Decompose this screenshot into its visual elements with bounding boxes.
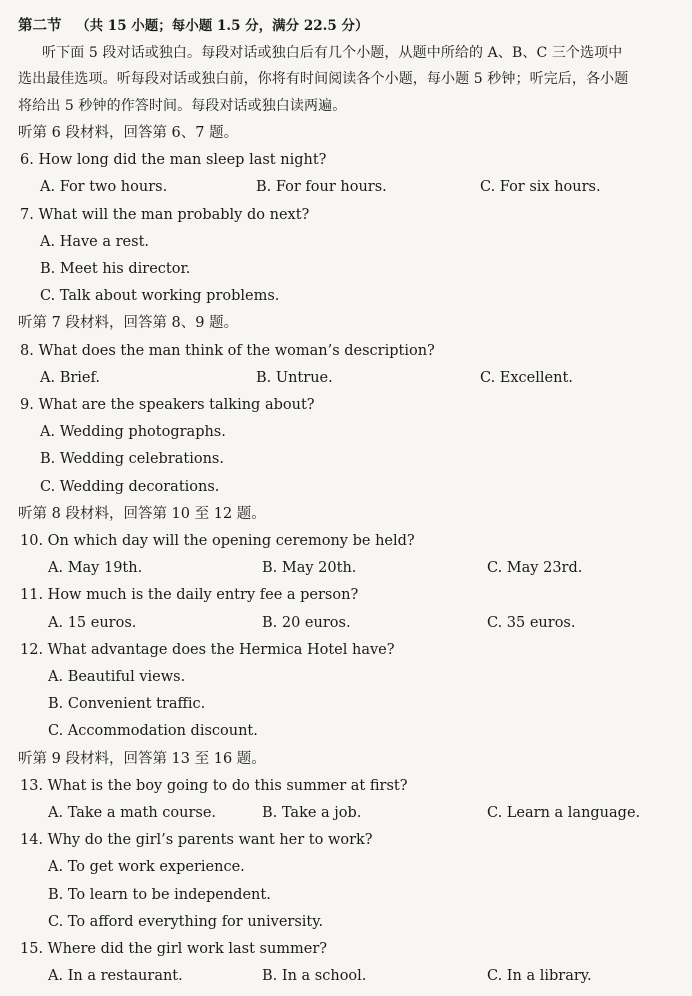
answer-option: B. Convenient traffic. <box>48 696 206 712</box>
answer-option: C. To afford everything for university. <box>48 914 324 930</box>
instruction-line: 将给出 5 秒钟的作答时间。每段对话或独白读两遍。 <box>18 98 347 114</box>
section-title: 第二节 <box>18 17 62 34</box>
answer-option: B. 20 euros. <box>262 615 351 631</box>
answer-option: B. May 20th. <box>262 560 357 576</box>
answer-option: C. 35 euros. <box>487 615 576 631</box>
group-header: 听第 8 段材料，回答第 10 至 12 题。 <box>18 506 266 522</box>
answer-option: B. In a school. <box>262 968 367 984</box>
question-stem: 13. What is the boy going to do this summer at first? <box>20 778 408 794</box>
answer-option: C. In a library. <box>487 968 592 984</box>
answer-option: A. May 19th. <box>48 560 143 576</box>
instruction-line: 选出最佳选项。听每段对话或独白前，你将有时间阅读各个小题，每小题 5 秒钟；听完后，各小题 <box>18 71 629 87</box>
section-note: （共 15 小题；每小题 1.5 分，满分 22.5 分） <box>76 18 369 34</box>
answer-option: A. 15 euros. <box>48 615 137 631</box>
answer-option: B. Wedding celebrations. <box>40 451 224 467</box>
question-stem: 9. What are the speakers talking about? <box>20 397 315 413</box>
question-stem: 6. How long did the man sleep last night? <box>20 152 327 168</box>
answer-option: A. Beautiful views. <box>48 669 186 685</box>
answer-option: B. Take a job. <box>262 805 362 821</box>
question-stem: 12. What advantage does the Hermica Hotel have? <box>20 642 395 658</box>
answer-option: C. Excellent. <box>480 370 573 386</box>
question-stem: 8. What does the man think of the woman’s description? <box>20 343 435 359</box>
answer-option: B. For four hours. <box>256 179 387 195</box>
question-stem: 7. What will the man probably do next? <box>20 207 310 223</box>
answer-option: C. May 23rd. <box>487 560 583 576</box>
group-header: 听第 7 段材料，回答第 8、9 题。 <box>18 315 239 331</box>
answer-option: B. To learn to be independent. <box>48 887 271 903</box>
group-header: 听第 9 段材料，回答第 13 至 16 题。 <box>18 751 266 767</box>
question-stem: 11. How much is the daily entry fee a person? <box>20 587 359 603</box>
answer-option: B. Untrue. <box>256 370 333 386</box>
group-header: 听第 6 段材料，回答第 6、7 题。 <box>18 125 239 141</box>
section-header <box>18 16 368 36</box>
question-stem: 15. Where did the girl work last summer? <box>20 941 328 957</box>
question-stem: 14. Why do the girl’s parents want her to work? <box>20 832 373 848</box>
answer-option: A. In a restaurant. <box>48 968 183 984</box>
answer-option: C. Accommodation discount. <box>48 723 258 739</box>
instruction-line: 听下面 5 段对话或独白。每段对话或独白后有几个小题，从题中所给的 A、B、C 三个选项中 <box>42 45 623 61</box>
answer-option: C. Learn a language. <box>487 805 641 821</box>
question-stem: 10. On which day will the opening ceremony be held? <box>20 533 415 549</box>
answer-option: A. Wedding photographs. <box>40 424 226 440</box>
answer-option: C. Wedding decorations. <box>40 479 220 495</box>
answer-option: C. For six hours. <box>480 179 601 195</box>
answer-option: A. Brief. <box>40 370 100 386</box>
answer-option: A. To get work experience. <box>48 859 245 875</box>
answer-option: B. Meet his director. <box>40 261 191 277</box>
answer-option: A. Have a rest. <box>40 234 150 250</box>
answer-option: C. Talk about working problems. <box>40 288 280 304</box>
answer-option: A. For two hours. <box>40 179 168 195</box>
answer-option: A. Take a math course. <box>48 805 217 821</box>
